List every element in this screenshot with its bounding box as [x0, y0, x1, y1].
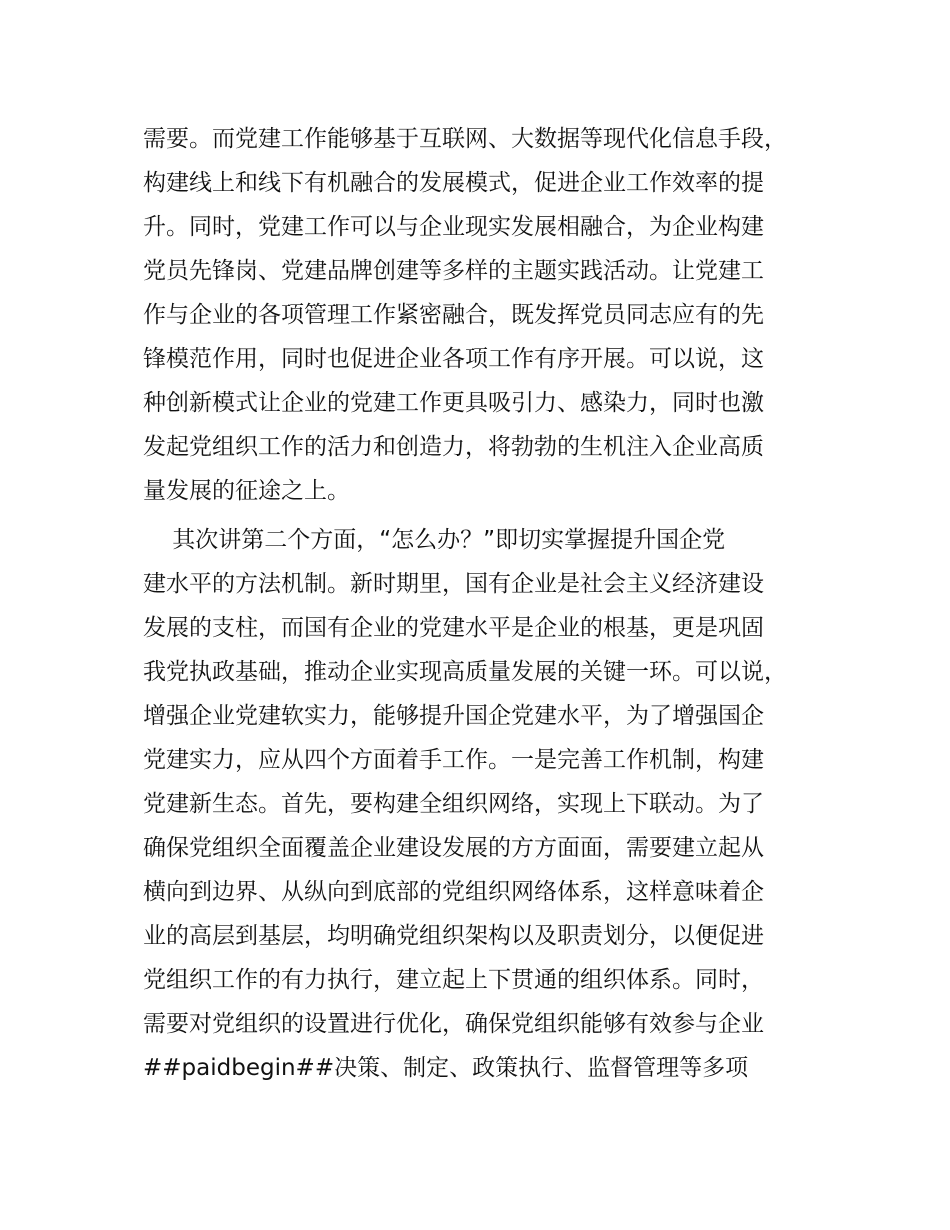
text-line: 党建新生态。首先，要构建全组织网络，实现上下联动。为了: [143, 791, 764, 817]
text-line: 升。同时，党建工作可以与企业现实发展相融合，为企业构建: [143, 214, 764, 240]
text-line: 我党执政基础，推动企业实现高质量发展的关键一环。可以说，: [143, 659, 787, 685]
text-line: 其次讲第二个方面，“怎么办？”即切实掌握提升国企党: [143, 527, 726, 553]
text-line: 党组织工作的有力执行，建立起上下贯通的组织体系。同时，: [143, 967, 764, 993]
text-line: 锋模范作用，同时也促进企业各项工作有序开展。可以说，这: [143, 346, 764, 372]
text-line: 建水平的方法机制。新时期里，国有企业是社会主义经济建设: [143, 571, 764, 597]
text-line: 横向到边界、从纵向到底部的党组织网络体系，这样意味着企: [143, 879, 764, 905]
text-line: 作与企业的各项管理工作紧密融合，既发挥党员同志应有的先: [143, 302, 764, 328]
text-line: 增强企业党建软实力，能够提升国企党建水平，为了增强国企: [143, 703, 764, 729]
text-line: 需要对党组织的设置进行优化，确保党组织能够有效参与企业: [143, 1011, 764, 1037]
paragraph-1: [143, 117, 843, 513]
text-line: ##paidbegin##决策、制定、政策执行、监督管理等多项: [143, 1055, 749, 1081]
text-line: 业的高层到基层，均明确党组织架构以及职责划分，以便促进: [143, 923, 764, 949]
paragraph-2: [143, 518, 843, 1090]
text-line: 种创新模式让企业的党建工作更具吸引力、感染力，同时也激: [143, 390, 764, 416]
text-line: 确保党组织全面覆盖企业建设发展的方方面面，需要建立起从: [143, 835, 764, 861]
text-line: 党员先锋岗、党建品牌创建等多样的主题实践活动。让党建工: [143, 258, 764, 284]
text-line: 量发展的征途之上。: [143, 478, 350, 504]
text-line: 发展的支柱，而国有企业的党建水平是企业的根基，更是巩固: [143, 615, 764, 641]
text-line: 发起党组织工作的活力和创造力，将勃勃的生机注入企业高质: [143, 434, 764, 460]
text-line: 构建线上和线下有机融合的发展模式，促进企业工作效率的提: [143, 170, 764, 196]
text-line: 党建实力，应从四个方面着手工作。一是完善工作机制，构建: [143, 747, 764, 773]
text-line: 需要。而党建工作能够基于互联网、大数据等现代化信息手段，: [143, 126, 787, 152]
